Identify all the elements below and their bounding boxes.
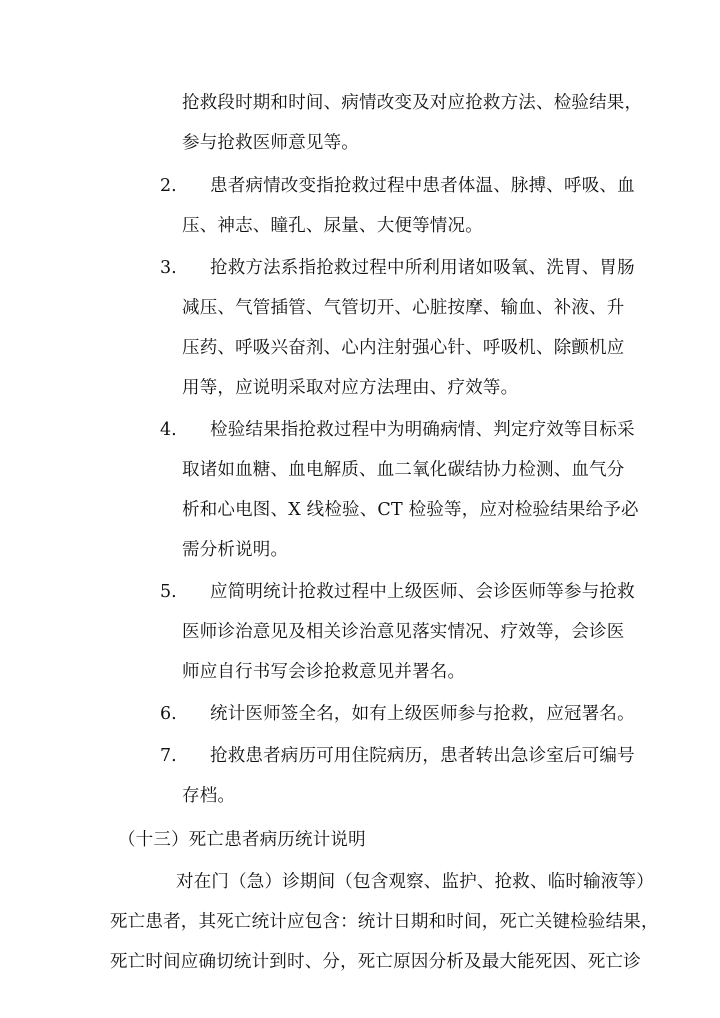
text-line: 医师诊治意见及相关诊治意见落实情况、疗效等，会诊医 <box>182 622 625 642</box>
list-number: 7. <box>160 746 177 766</box>
text-line: 需分析说明。 <box>182 540 289 560</box>
text-line: 析和心电图、X 线检验、CT 检验等，应对检验结果给予必 <box>182 500 639 520</box>
text-line: 师应自行书写会诊抢救意见并署名。 <box>182 662 466 682</box>
list-number: 5. <box>160 582 177 602</box>
text-line: 抢救患者病历可用住院病历，患者转出急诊室后可编号 <box>210 746 635 766</box>
list-number: 3. <box>160 258 177 278</box>
text-line: 压药、呼吸兴奋剂、心内注射强心针、呼吸机、除颤机应 <box>182 338 625 358</box>
text-line: 压、神志、瞳孔、尿量、大便等情况。 <box>182 216 483 236</box>
text-line: 统计医师签全名，如有上级医师参与抢救，应冠署名。 <box>210 704 635 724</box>
text-line: 对在门（急）诊期间（包含观察、监护、抢救、临时输液等） <box>176 872 654 892</box>
text-line: 患者病情改变指抢救过程中患者体温、脉搏、呼吸、血 <box>210 176 635 196</box>
text-line: 存档。 <box>182 786 236 806</box>
text-line: 检验结果指抢救过程中为明确病情、判定疗效等目标采 <box>210 420 635 440</box>
text-line: 参与抢救医师意见等。 <box>182 133 359 153</box>
list-number: 6. <box>160 704 177 724</box>
text-line: 取诸如血糖、血电解质、血二氧化碳结协力检测、血气分 <box>182 460 625 480</box>
text-line: 死亡患者，其死亡统计应包含：统计日期和时间，死亡关键检验结果， <box>110 912 659 932</box>
list-number: 2. <box>160 176 177 196</box>
list-number: 4. <box>160 420 177 440</box>
text-line: 抢救方法系指抢救过程中所利用诸如吸氧、洗胃、胃肠 <box>210 258 635 278</box>
text-line: 死亡时间应确切统计到时、分，死亡原因分析及最大能死因、死亡诊 <box>110 952 641 972</box>
text-line: 抢救段时期和时间、病情改变及对应抢救方法、检验结果， <box>182 93 643 113</box>
section-heading: （十三）死亡患者病历统计说明 <box>118 830 366 850</box>
text-line: 应简明统计抢救过程中上级医师、会诊医师等参与抢救 <box>210 582 635 602</box>
text-line: 用等，应说明采取对应方法理由、疗效等。 <box>182 378 519 398</box>
text-line: 减压、气管插管、气管切开、心脏按摩、输血、补液、升 <box>182 298 625 318</box>
